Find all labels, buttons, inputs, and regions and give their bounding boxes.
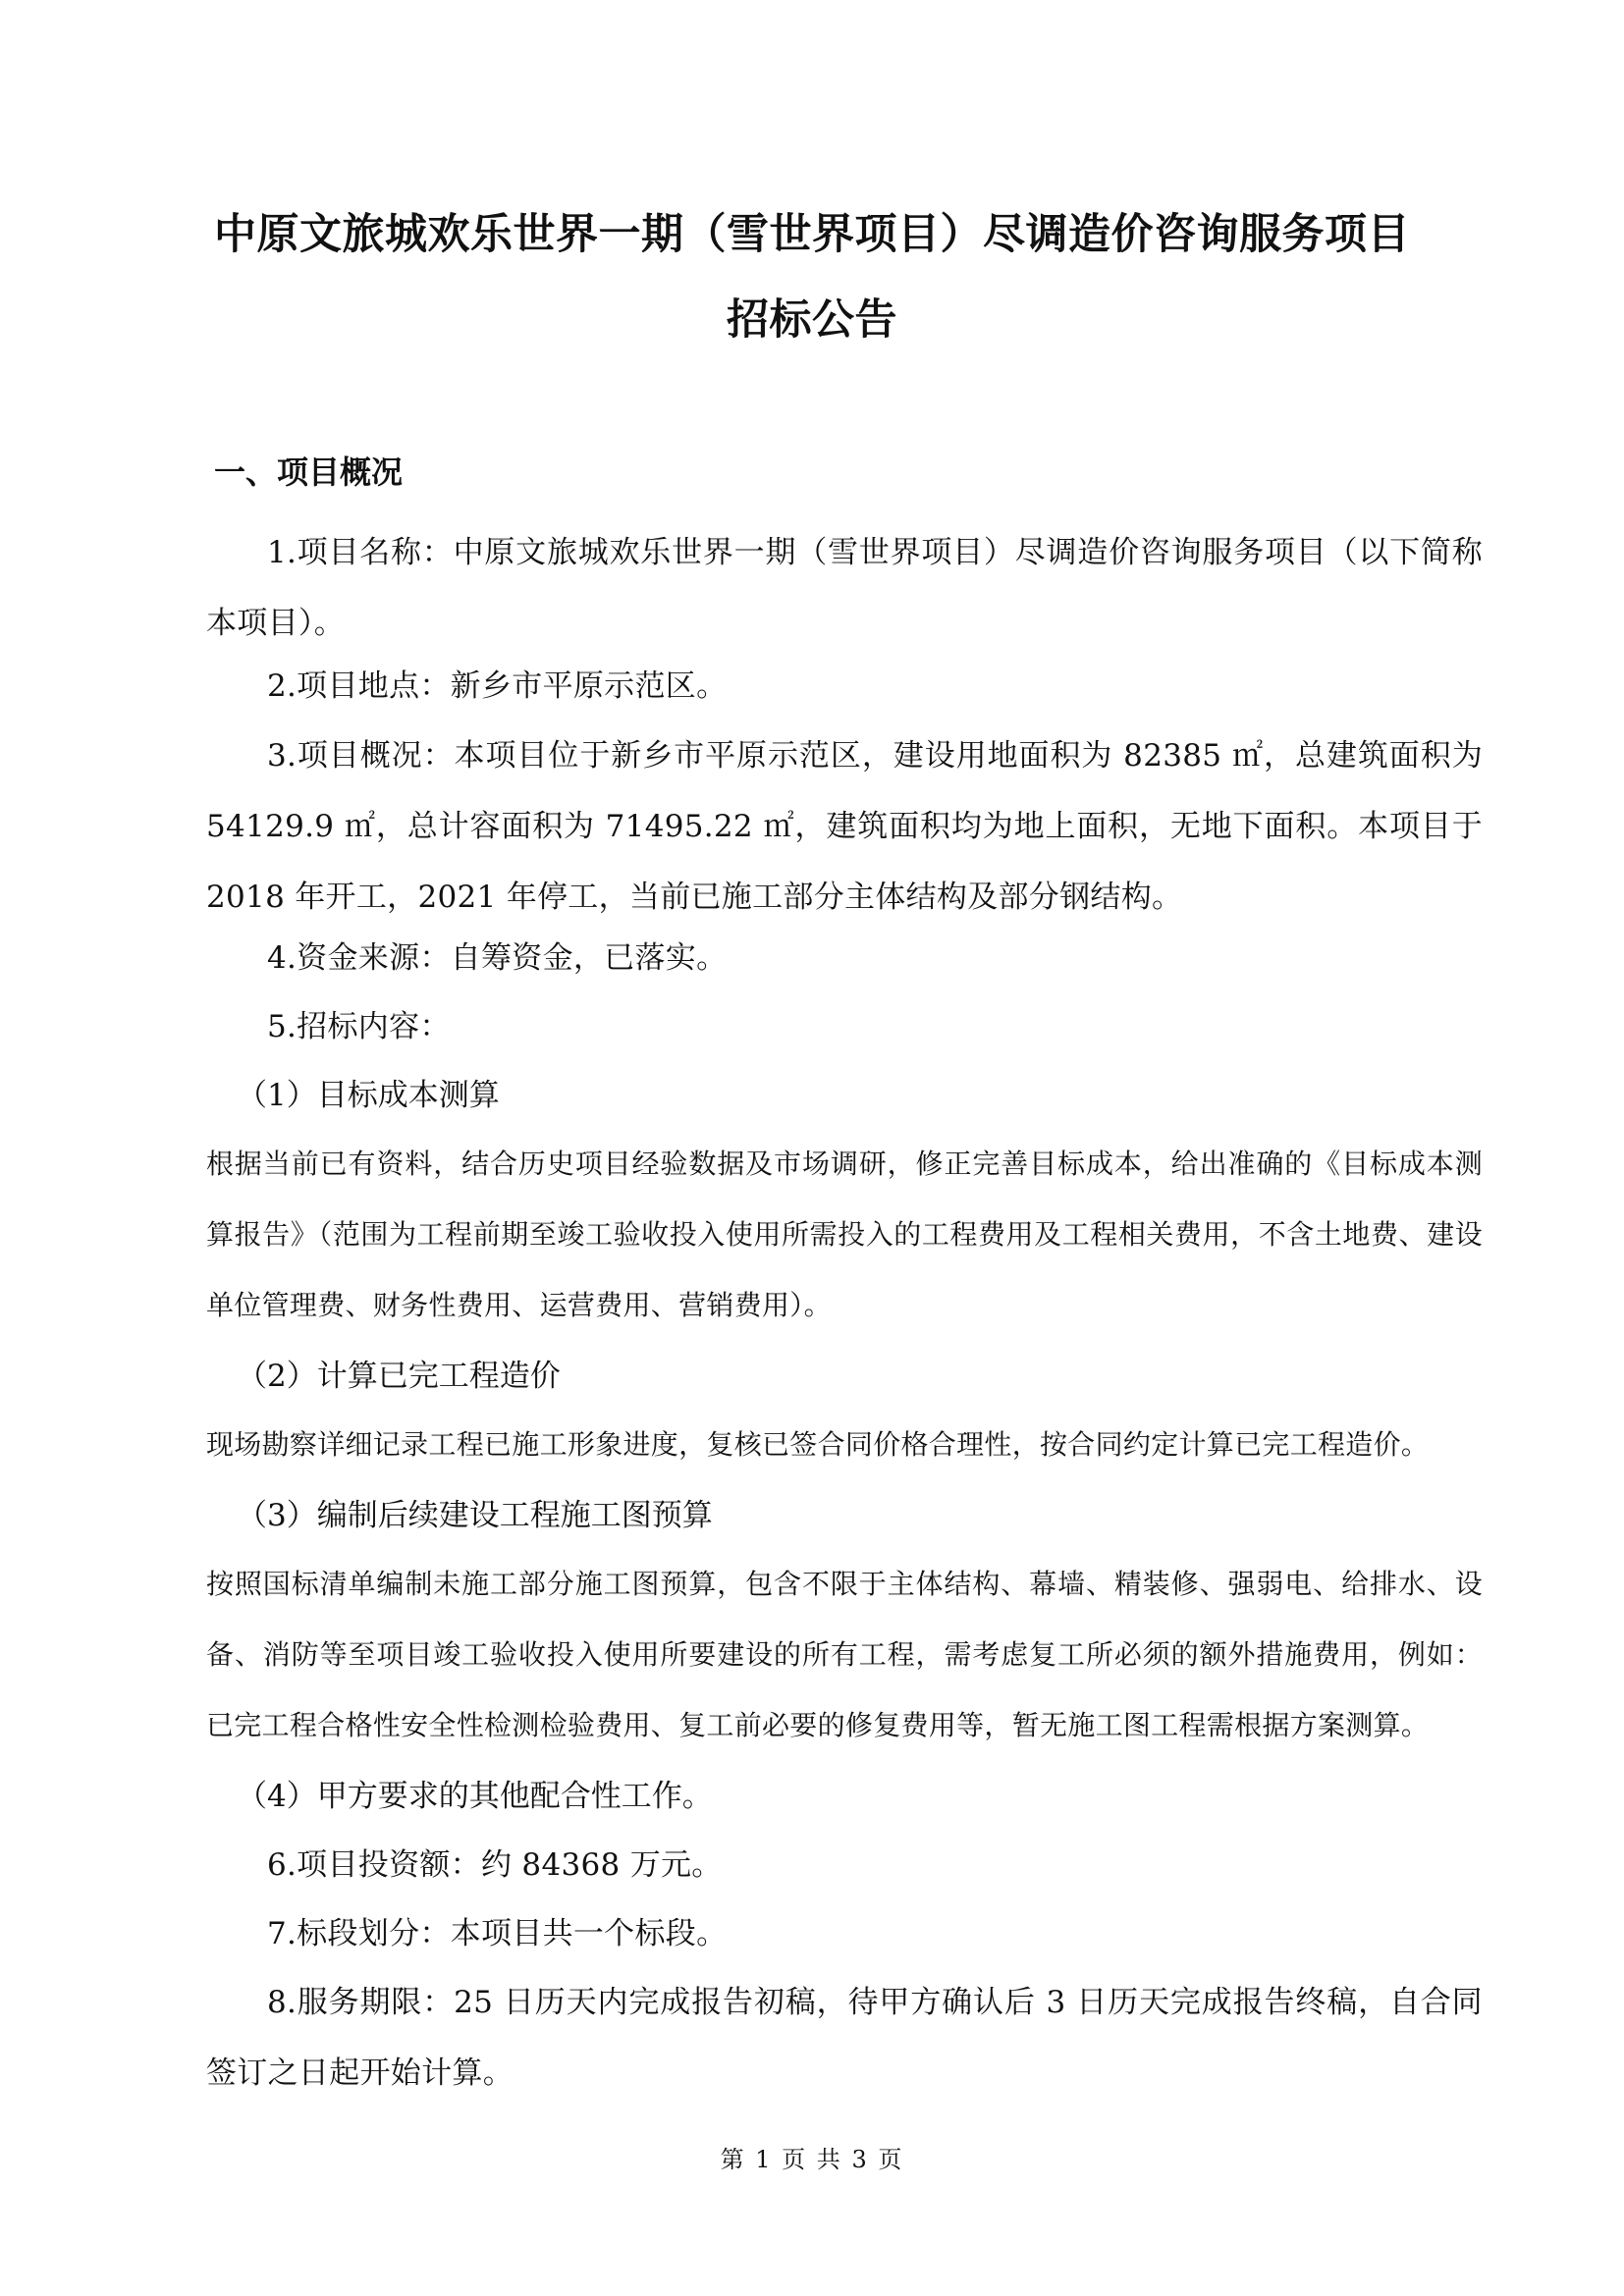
item-service-period: 8.服务期限：25 日历天内完成报告初稿，待甲方确认后 3 日历天完成报告终稿，自合同签订之日起开始计算。	[206, 1985, 1483, 2091]
item-project-overview: 3.项目概况：本项目位于新乡市平原示范区，建设用地面积为 82385 ㎡，总建筑面积为 54129.9 ㎡，总计容面积为 71495.22 ㎡，建筑面积均为地上面积，无地下面积。本项目于 2018 年开工，2021 年停工，当前已施工部分主体结构及部分钢结构。	[206, 738, 1483, 915]
item-project-name: 1.项目名称：中原文旅城欢乐世界一期（雪世界项目）尽调造价咨询服务项目（以下简称本项目）。	[206, 535, 1483, 641]
item-investment: 6.项目投资额：约 84368 万元。	[267, 1847, 723, 1883]
document-title: 中原文旅城欢乐世界一期（雪世界项目）尽调造价咨询服务项目	[214, 210, 1410, 259]
sub-item-1-title: （1）目标成本测算	[237, 1078, 500, 1113]
sub-item-4-title: （4）甲方要求的其他配合性工作。	[237, 1779, 713, 1814]
sub-item-2-title: （2）计算已完工程造价	[237, 1359, 561, 1394]
sub-item-3-body: 按照国标清单编制未施工部分施工图预算，包含不限于主体结构、幕墙、精装修、强弱电、给排水、设备、消防等至项目竣工验收投入使用所要建设的所有工程，需考虑复工所必须的额外措施费用，例如：已完工程合格性安全性检测检验费用、复工前必要的修复费用等，暂无施工图工程需根据方案测算。	[206, 1568, 1483, 1741]
item-project-location: 2.项目地点：新乡市平原示范区。	[267, 668, 728, 704]
item-lot-division: 7.标段划分：本项目共一个标段。	[267, 1916, 728, 1951]
item-funding-source: 4.资金来源：自筹资金，已落实。	[267, 940, 728, 976]
page-number-footer: 第 1 页 共 3 页	[720, 2146, 904, 2173]
sub-item-2-body: 现场勘察详细记录工程已施工形象进度，复核已签合同价格合理性，按合同约定计算已完工程造价。	[206, 1428, 1430, 1461]
item-bid-content: 5.招标内容：	[267, 1009, 451, 1044]
sub-item-3-title: （3）编制后续建设工程施工图预算	[237, 1498, 713, 1533]
sub-item-1-body: 根据当前已有资料，结合历史项目经验数据及市场调研，修正完善目标成本，给出准确的《目标成本测算报告》（范围为工程前期至竣工验收投入使用所需投入的工程费用及工程相关费用，不含土地费、建设单位管理费、财务性费用、运营费用、营销费用）。	[206, 1148, 1483, 1321]
section-heading-overview: 一、项目概况	[214, 454, 404, 491]
document-subtitle: 招标公告	[727, 295, 897, 345]
